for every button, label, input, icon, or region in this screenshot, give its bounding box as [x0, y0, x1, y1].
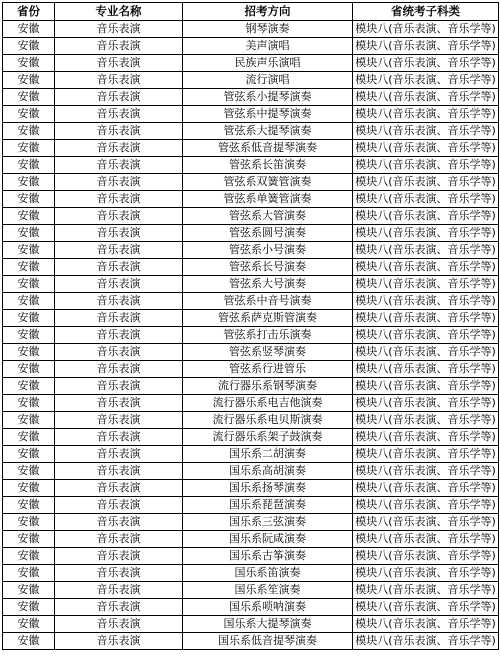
cell-province: 安徽 — [3, 276, 55, 293]
cell-subject-category: 模块八(音乐表演、音乐学等) — [353, 497, 499, 514]
cell-province: 安徽 — [3, 208, 55, 225]
cell-direction: 流行器乐系钢琴演奏 — [183, 378, 353, 395]
cell-major: 音乐表演 — [55, 157, 183, 174]
table-row — [3, 140, 499, 157]
cell-subject-category: 模块八(音乐表演、音乐学等) — [353, 174, 499, 191]
table-row — [3, 463, 499, 480]
cell-subject-category: 模块八(音乐表演、音乐学等) — [353, 344, 499, 361]
cell-province: 安徽 — [3, 72, 55, 89]
cell-subject-category: 模块八(音乐表演、音乐学等) — [353, 106, 499, 123]
table-row — [3, 106, 499, 123]
cell-direction: 流行器乐系电贝斯演奏 — [183, 412, 353, 429]
cell-direction: 国乐系低音提琴演奏 — [183, 633, 353, 650]
cell-major: 音乐表演 — [55, 531, 183, 548]
cell-province: 安徽 — [3, 259, 55, 276]
cell-subject-category: 模块八(音乐表演、音乐学等) — [353, 361, 499, 378]
cell-direction: 管弦系小号演奏 — [183, 242, 353, 259]
cell-direction: 国乐系二胡演奏 — [183, 446, 353, 463]
cell-direction: 管弦系双簧管演奏 — [183, 174, 353, 191]
cell-province: 安徽 — [3, 429, 55, 446]
cell-province: 安徽 — [3, 21, 55, 38]
cell-subject-category: 模块八(音乐表演、音乐学等) — [353, 293, 499, 310]
cell-major: 音乐表演 — [55, 548, 183, 565]
cell-major: 音乐表演 — [55, 497, 183, 514]
table-row — [3, 548, 499, 565]
cell-major: 音乐表演 — [55, 361, 183, 378]
cell-subject-category: 模块八(音乐表演、音乐学等) — [353, 463, 499, 480]
header-direction: 招考方向 — [183, 3, 353, 21]
cell-direction: 管弦系长笛演奏 — [183, 157, 353, 174]
table-row — [3, 565, 499, 582]
cell-direction: 管弦系竖琴演奏 — [183, 344, 353, 361]
cell-province: 安徽 — [3, 174, 55, 191]
cell-subject-category: 模块八(音乐表演、音乐学等) — [353, 412, 499, 429]
cell-subject-category: 模块八(音乐表演、音乐学等) — [353, 446, 499, 463]
cell-major: 音乐表演 — [55, 123, 183, 140]
cell-province: 安徽 — [3, 344, 55, 361]
cell-province: 安徽 — [3, 310, 55, 327]
cell-subject-category: 模块八(音乐表演、音乐学等) — [353, 276, 499, 293]
cell-subject-category: 模块八(音乐表演、音乐学等) — [353, 225, 499, 242]
cell-major: 音乐表演 — [55, 412, 183, 429]
table-row — [3, 72, 499, 89]
cell-province: 安徽 — [3, 123, 55, 140]
cell-direction: 管弦系大号演奏 — [183, 276, 353, 293]
table-row — [3, 514, 499, 531]
cell-direction: 管弦系中提琴演奏 — [183, 106, 353, 123]
table-row — [3, 21, 499, 38]
cell-major: 音乐表演 — [55, 293, 183, 310]
cell-major: 音乐表演 — [55, 616, 183, 633]
table-row — [3, 55, 499, 72]
cell-subject-category: 模块八(音乐表演、音乐学等) — [353, 310, 499, 327]
cell-direction: 民族声乐演唱 — [183, 55, 353, 72]
cell-subject-category: 模块八(音乐表演、音乐学等) — [353, 123, 499, 140]
cell-province: 安徽 — [3, 89, 55, 106]
cell-subject-category: 模块八(音乐表演、音乐学等) — [353, 89, 499, 106]
cell-subject-category: 模块八(音乐表演、音乐学等) — [353, 582, 499, 599]
cell-major: 音乐表演 — [55, 378, 183, 395]
cell-province: 安徽 — [3, 38, 55, 55]
table-row — [3, 157, 499, 174]
table-row — [3, 531, 499, 548]
cell-major: 音乐表演 — [55, 242, 183, 259]
cell-major: 音乐表演 — [55, 208, 183, 225]
cell-major: 音乐表演 — [55, 565, 183, 582]
cell-major: 音乐表演 — [55, 89, 183, 106]
header-subject-category: 省统考子科类 — [353, 3, 499, 21]
table-header — [3, 3, 499, 21]
cell-subject-category: 模块八(音乐表演、音乐学等) — [353, 480, 499, 497]
cell-direction: 国乐系扬琴演奏 — [183, 480, 353, 497]
cell-subject-category: 模块八(音乐表演、音乐学等) — [353, 378, 499, 395]
cell-province: 安徽 — [3, 531, 55, 548]
table-row — [3, 497, 499, 514]
cell-direction: 流行器乐系架子鼓演奏 — [183, 429, 353, 446]
table-row — [3, 38, 499, 55]
table-row — [3, 310, 499, 327]
cell-major: 音乐表演 — [55, 582, 183, 599]
cell-major: 音乐表演 — [55, 446, 183, 463]
cell-major: 音乐表演 — [55, 480, 183, 497]
cell-subject-category: 模块八(音乐表演、音乐学等) — [353, 327, 499, 344]
cell-major: 音乐表演 — [55, 310, 183, 327]
cell-direction: 钢琴演奏 — [183, 21, 353, 38]
cell-province: 安徽 — [3, 106, 55, 123]
cell-province: 安徽 — [3, 157, 55, 174]
cell-direction: 管弦系小提琴演奏 — [183, 89, 353, 106]
cell-major: 音乐表演 — [55, 72, 183, 89]
cell-direction: 管弦系萨克斯管演奏 — [183, 310, 353, 327]
cell-direction: 管弦系大管演奏 — [183, 208, 353, 225]
table-row — [3, 259, 499, 276]
cell-direction: 管弦系行进管乐 — [183, 361, 353, 378]
table-row — [3, 480, 499, 497]
cell-direction: 管弦系单簧管演奏 — [183, 191, 353, 208]
cell-subject-category: 模块八(音乐表演、音乐学等) — [353, 599, 499, 616]
cell-major: 音乐表演 — [55, 514, 183, 531]
table-row — [3, 276, 499, 293]
table-row — [3, 344, 499, 361]
cell-province: 安徽 — [3, 616, 55, 633]
cell-province: 安徽 — [3, 395, 55, 412]
cell-subject-category: 模块八(音乐表演、音乐学等) — [353, 395, 499, 412]
cell-province: 安徽 — [3, 463, 55, 480]
cell-direction: 管弦系中音号演奏 — [183, 293, 353, 310]
cell-province: 安徽 — [3, 327, 55, 344]
table-row — [3, 599, 499, 616]
cell-subject-category: 模块八(音乐表演、音乐学等) — [353, 429, 499, 446]
cell-direction: 国乐系高胡演奏 — [183, 463, 353, 480]
table-row — [3, 89, 499, 106]
cell-province: 安徽 — [3, 633, 55, 650]
cell-major: 音乐表演 — [55, 140, 183, 157]
table-row — [3, 446, 499, 463]
cell-subject-category: 模块八(音乐表演、音乐学等) — [353, 633, 499, 650]
cell-subject-category: 模块八(音乐表演、音乐学等) — [353, 208, 499, 225]
table-row — [3, 582, 499, 599]
cell-direction: 国乐系笙演奏 — [183, 582, 353, 599]
cell-major: 音乐表演 — [55, 55, 183, 72]
table-row — [3, 327, 499, 344]
cell-direction: 国乐系大提琴演奏 — [183, 616, 353, 633]
cell-direction: 国乐系古筝演奏 — [183, 548, 353, 565]
cell-direction: 国乐系琵琶演奏 — [183, 497, 353, 514]
table-row — [3, 412, 499, 429]
cell-province: 安徽 — [3, 480, 55, 497]
header-row — [3, 3, 499, 21]
cell-subject-category: 模块八(音乐表演、音乐学等) — [353, 565, 499, 582]
cell-province: 安徽 — [3, 293, 55, 310]
cell-major: 音乐表演 — [55, 21, 183, 38]
table-row — [3, 174, 499, 191]
cell-major: 音乐表演 — [55, 259, 183, 276]
table-row — [3, 242, 499, 259]
cell-subject-category: 模块八(音乐表演、音乐学等) — [353, 514, 499, 531]
cell-province: 安徽 — [3, 514, 55, 531]
cell-province: 安徽 — [3, 548, 55, 565]
cell-province: 安徽 — [3, 446, 55, 463]
admissions-table — [2, 2, 499, 650]
cell-subject-category: 模块八(音乐表演、音乐学等) — [353, 21, 499, 38]
cell-major: 音乐表演 — [55, 633, 183, 650]
cell-subject-category: 模块八(音乐表演、音乐学等) — [353, 157, 499, 174]
table-row — [3, 208, 499, 225]
cell-province: 安徽 — [3, 497, 55, 514]
cell-direction: 管弦系大提琴演奏 — [183, 123, 353, 140]
cell-province: 安徽 — [3, 565, 55, 582]
header-province: 省份 — [3, 3, 55, 21]
cell-direction: 管弦系打击乐演奏 — [183, 327, 353, 344]
table-row — [3, 633, 499, 650]
cell-direction: 国乐系唢呐演奏 — [183, 599, 353, 616]
cell-major: 音乐表演 — [55, 463, 183, 480]
cell-province: 安徽 — [3, 412, 55, 429]
cell-direction: 国乐系阮咸演奏 — [183, 531, 353, 548]
cell-major: 音乐表演 — [55, 174, 183, 191]
header-major: 专业名称 — [55, 3, 183, 21]
table-row — [3, 293, 499, 310]
cell-direction: 管弦系长号演奏 — [183, 259, 353, 276]
cell-major: 音乐表演 — [55, 599, 183, 616]
cell-direction: 管弦系圆号演奏 — [183, 225, 353, 242]
cell-subject-category: 模块八(音乐表演、音乐学等) — [353, 55, 499, 72]
table-row — [3, 225, 499, 242]
table-row — [3, 395, 499, 412]
table-row — [3, 429, 499, 446]
table-row — [3, 361, 499, 378]
cell-major: 音乐表演 — [55, 38, 183, 55]
cell-direction: 国乐系笛演奏 — [183, 565, 353, 582]
cell-province: 安徽 — [3, 242, 55, 259]
cell-province: 安徽 — [3, 599, 55, 616]
table-row — [3, 378, 499, 395]
cell-subject-category: 模块八(音乐表演、音乐学等) — [353, 72, 499, 89]
cell-subject-category: 模块八(音乐表演、音乐学等) — [353, 191, 499, 208]
cell-province: 安徽 — [3, 191, 55, 208]
cell-major: 音乐表演 — [55, 106, 183, 123]
cell-province: 安徽 — [3, 378, 55, 395]
cell-major: 音乐表演 — [55, 191, 183, 208]
cell-province: 安徽 — [3, 55, 55, 72]
cell-direction: 流行器乐系电吉他演奏 — [183, 395, 353, 412]
cell-major: 音乐表演 — [55, 276, 183, 293]
cell-subject-category: 模块八(音乐表演、音乐学等) — [353, 548, 499, 565]
cell-subject-category: 模块八(音乐表演、音乐学等) — [353, 259, 499, 276]
cell-subject-category: 模块八(音乐表演、音乐学等) — [353, 531, 499, 548]
table-row — [3, 616, 499, 633]
table-body — [3, 21, 499, 650]
cell-major: 音乐表演 — [55, 344, 183, 361]
cell-subject-category: 模块八(音乐表演、音乐学等) — [353, 616, 499, 633]
cell-major: 音乐表演 — [55, 225, 183, 242]
cell-direction: 美声演唱 — [183, 38, 353, 55]
cell-province: 安徽 — [3, 361, 55, 378]
table-row — [3, 191, 499, 208]
cell-province: 安徽 — [3, 582, 55, 599]
cell-major: 音乐表演 — [55, 327, 183, 344]
table-row — [3, 123, 499, 140]
cell-subject-category: 模块八(音乐表演、音乐学等) — [353, 242, 499, 259]
cell-subject-category: 模块八(音乐表演、音乐学等) — [353, 140, 499, 157]
cell-subject-category: 模块八(音乐表演、音乐学等) — [353, 38, 499, 55]
cell-direction: 流行演唱 — [183, 72, 353, 89]
cell-major: 音乐表演 — [55, 429, 183, 446]
cell-province: 安徽 — [3, 225, 55, 242]
cell-direction: 国乐系三弦演奏 — [183, 514, 353, 531]
cell-major: 音乐表演 — [55, 395, 183, 412]
cell-province: 安徽 — [3, 140, 55, 157]
cell-direction: 管弦系低音提琴演奏 — [183, 140, 353, 157]
